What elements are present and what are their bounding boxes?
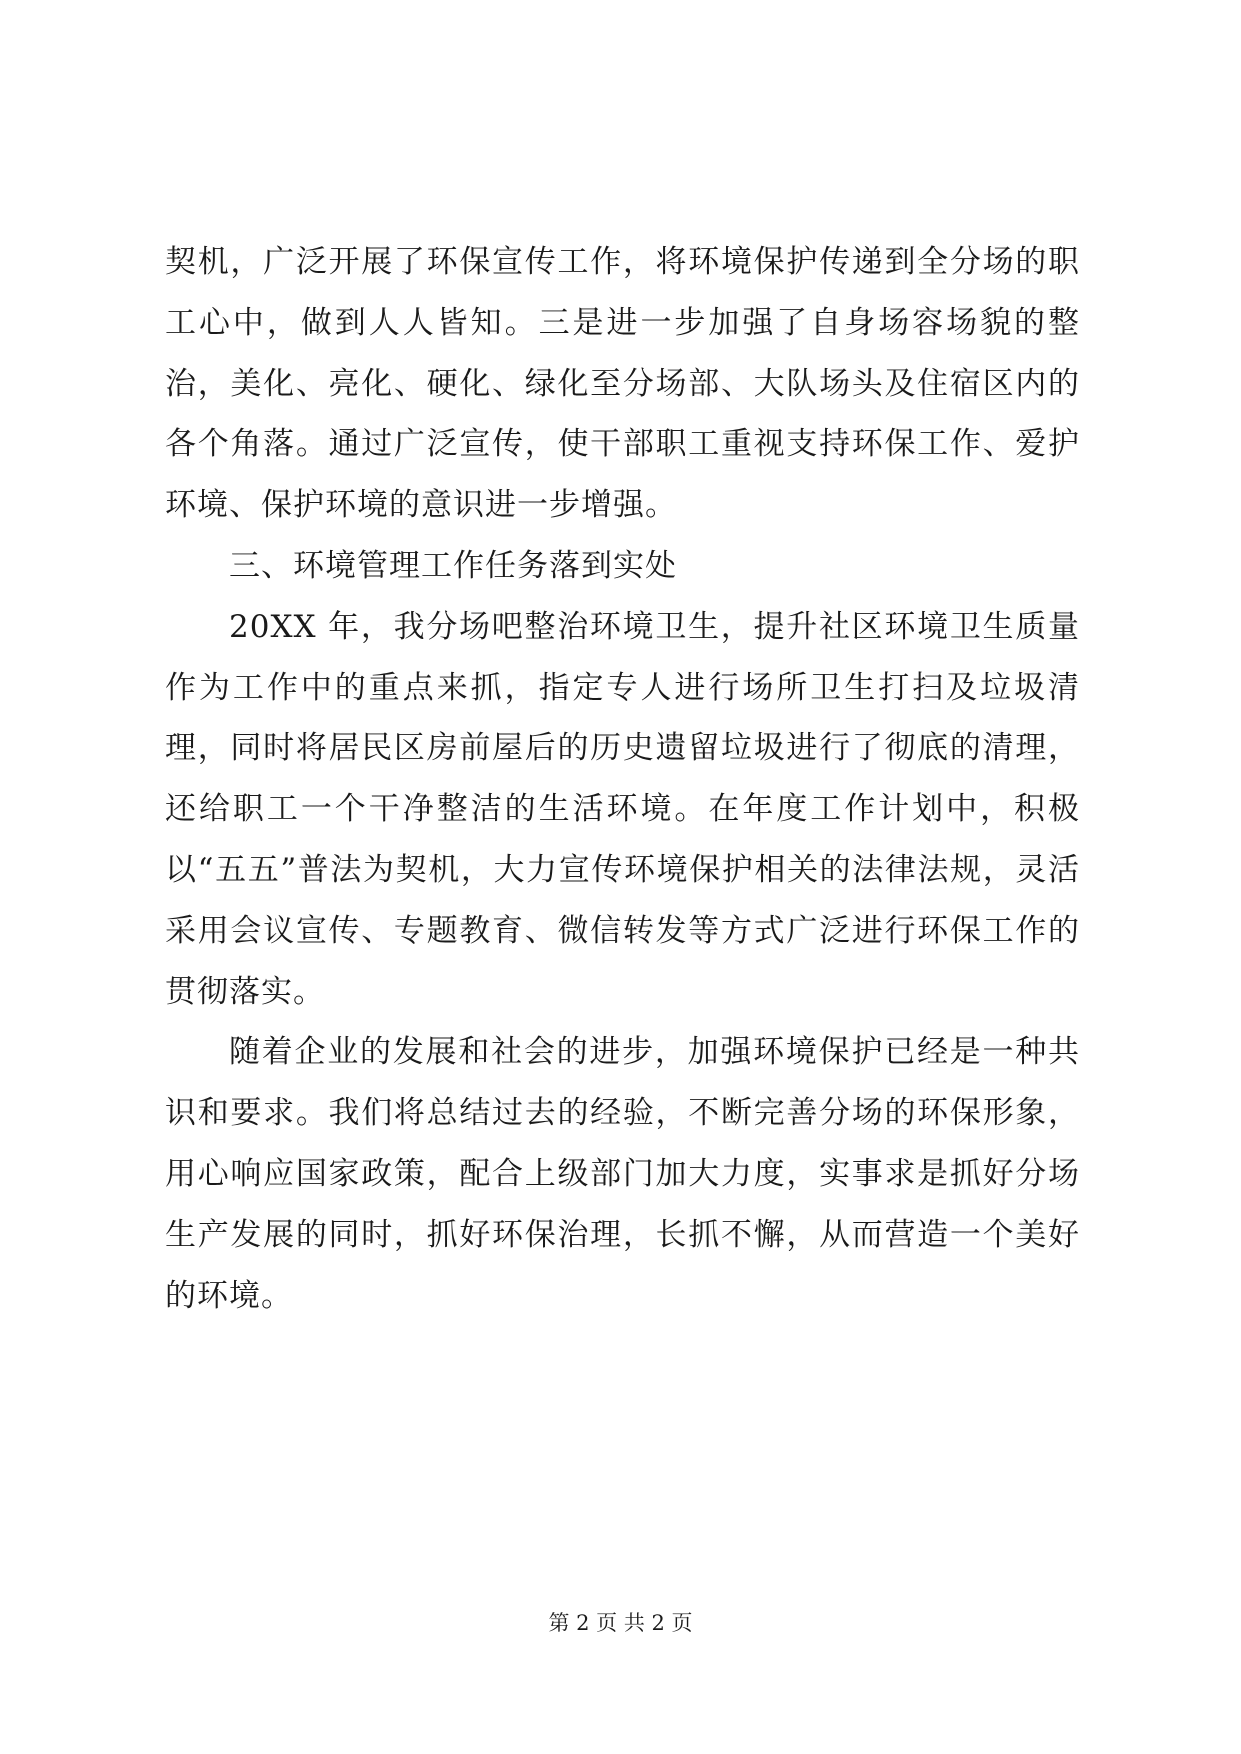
paragraph-continuation: 契机，广泛开展了环保宣传工作，将环境保护传递到全分场的职工心中，做到人人皆知。三是进一步加强了自身场容场貌的整治，美化、亮化、硬化、绿化至分场部、大队场头及住宿区内的各个角落。通过广泛宣传，使干部职工重视支持环保工作、爱护环境、保护环境的意识进一步增强。 [165, 244, 1080, 524]
paragraph-environment-management: 20XX 年，我分场吧整治环境卫生，提升社区环境卫生质量作为工作中的重点来抓，指定专人进行场所卫生打扫及垃圾清理，同时将居民区房前屋后的历史遗留垃圾进行了彻底的清理，还给职工一个干净整洁的生活环境。在年度工作计划中，积极以“五五”普法为契机，大力宣传环境保护相关的法律法规，灵活采用会议宣传、专题教育、微信转发等方式广泛进行环保工作的贯彻落实。 [165, 608, 1080, 1010]
section-heading: 三、环境管理工作任务落到实处 [229, 547, 677, 584]
document-body [165, 232, 1080, 1326]
paragraph-conclusion: 随着企业的发展和社会的进步，加强环境保护已经是一种共识和要求。我们将总结过去的经验，不断完善分场的环保形象，用心响应国家政策，配合上级部门加大力度，实事求是抓好分场生产发展的同时，抓好环保治理，长抓不懈，从而营造一个美好的环境。 [165, 1034, 1080, 1314]
page-number-footer: 第 2 页 共 2 页 [548, 1611, 693, 1635]
